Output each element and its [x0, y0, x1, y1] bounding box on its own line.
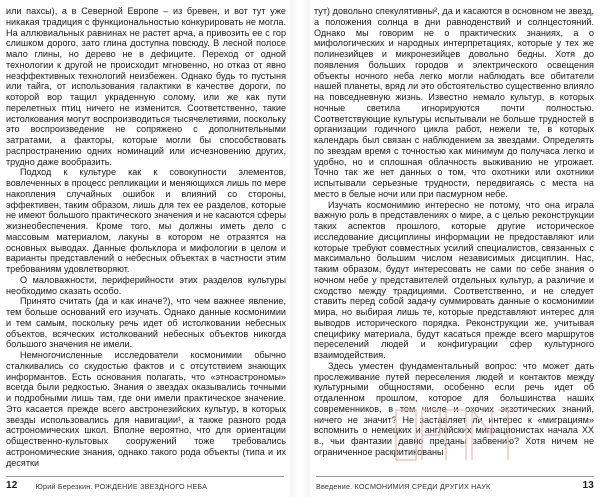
left-page-text [6, 6, 286, 468]
paragraph: О маловажности, периферийности этих разделов культуры необходимо сказать особо. [6, 274, 286, 296]
paragraph: или пахсы), а в Северной Европе – из бревен, и вот тут уже никакая традиция с функциональностью конкурировать не могла. На аллювиальных равнинах не растет арча, а привозить ее с гор слишком дорого, зато глина доступна повсюду. В лесной полосе мало глины, но дерево не в дефиците. Переход от одной технологии к другой не происходит мгновенно, но отказ от явно неэффективных технологий неизбежен. Однако будь то пустыня или тайга, от использования галактики в качестве дороги, по которой вор тащил украденную солому, или же как пути перелетных птиц ничего не изменится. Соответственно, такие истолкования могут воспроизводиться тысячелетиями, поскольку это воспроизведение не сопряжено с дополнительными затратами, а факторы, которые могли бы способствовать распространению одних номинаций или исчезновению других, трудно даже вообразить. [6, 6, 286, 167]
paragraph: тут) довольно спекулятивны², да и касаются в основном не звезд, а положения солнца в дни равноденствий и солнцестояний. Однако мы говорим не о практических знаниях, а о мифологических и народных интерпретациях, которые у тех же полинезийцев и микронезийцев довольно бедны. Хотя до появления больших городов и электрического освещения объекты ночного неба легко могли наблюдать все обитатели нашей планеты, вряд ли это обстоятельство существенно влияло на повседневную жизнь. Известно немало культур, в которых ночные светила игнорируются почти полностью. Соответствующие культуры испытывали не больше трудностей в организации годичного цикла работ, нежели те, в которых календарь был связан с наблюдением за звездами. Определять по звездам время с точностью как минимум до получаса легко и удобно, но и сплошная облачность выживанию не угрожает. Точно так же нет данных о том, что охотники или охотники испытывали серьезные трудности, передвигаясь с места на место в белые ночи или при пасмурном небе. [314, 6, 594, 199]
paragraph: Подход к культуре как к совокупности элементов, вовлеченных в процесс репликации и меняющихся лишь по мере накопления случайных ошибок и влияний со стороны, эффективен, таким образом, лишь для тех ее разделов, которые не имеют большого практического значения и не касаются сферы жизнеобеспечения. Кроме того, мы должны иметь дело с массовым материалом, лакуны в котором не отразятся на основных выводах. Данные фольклора и мифологии в целом и варианты представлений о небесных объектах в частности этим требованиям удовлетворяют. [6, 167, 286, 274]
paragraph: Здесь уместен фундаментальный вопрос: что может дать прослеживание путей переселения людей и контактов между культурными общностями, особенно если речь идет об отдаленном прошлом, которое для большинства наших современников, в том числе и охочих экзотических знаний, ничего не значит? Не заставляет ли интерес к «миграциям» вспомнить о немецких и английских миграционистах начала XX в., чьи фантазии давно преданы забвению? Хотя ничем не ограниченное раскритикованы [314, 360, 594, 457]
paragraph: Немногочисленные исследователи космонимии обычно сталкивались со скудостью фактов и с отсутствием знающих информантов. Есть основания полагать, что «этноастрономы» всегда были редкостью. Знания о звездах оказывались точными и подробными лишь там, где они имели практическое значение. Это касается прежде всего австронезийских культур, в которых звезды использовались для навигации¹, а также разного рода астрономических школ. Вполне вероятно, что для ориентации общественно-культовых сооружений тоже требовались астрономические знания, однако такого рода объекты (типа и их десятки [6, 350, 286, 468]
page-number: 12 [6, 480, 18, 491]
paragraph: Принято считать (да и как иначе?), что чем важнее явление, тем больше оснований его изучать. Однако данные космонимии и тем самым, поскольку речь идет об истолковании небесных объектов, всяческих истолкований небесных объектов никогда большого значения не имели. [6, 296, 286, 350]
running-head: Введение. КОСМОНИМИЯ СРЕДИ ДРУГИХ НАУК [316, 482, 491, 491]
left-page [0, 0, 290, 497]
paragraph: Изучать космонимию интересно не потому, что она играла важную роль в представлениях о мире, а с целью реконструкции таких аспектов прошлого, которые другие историческое исследование дисциплины информации не предоставляют или которые требуют совместных усилий специалистов, связанных с максимально большим числом независимых дисциплин. Нас, таким образом, будут интересовать не сами по себе знания о ночном небе у представителей отдельных культур, а различие и сходство между традициями. Соответственно, и не следует ставить перед собой задачу суммировать данные о космонимии мира, но выбирая лишь те, которые представляют интерес для выводов исторического порядка. Реконструкции же, учитывая специфику материала, будут касаться прежде всего маршрутов переселений людей и конфигурации сфер культурного взаимодействия. [314, 199, 594, 360]
page-number: 13 [582, 480, 594, 491]
book-gutter [290, 0, 310, 497]
page-footer [6, 476, 284, 491]
right-page [310, 0, 600, 497]
running-head: Юрий Березкин. РОЖДЕНИЕ ЗВЕЗДНОГО НЕБА [35, 482, 208, 491]
page-footer [316, 476, 594, 491]
right-page-text [314, 6, 594, 457]
